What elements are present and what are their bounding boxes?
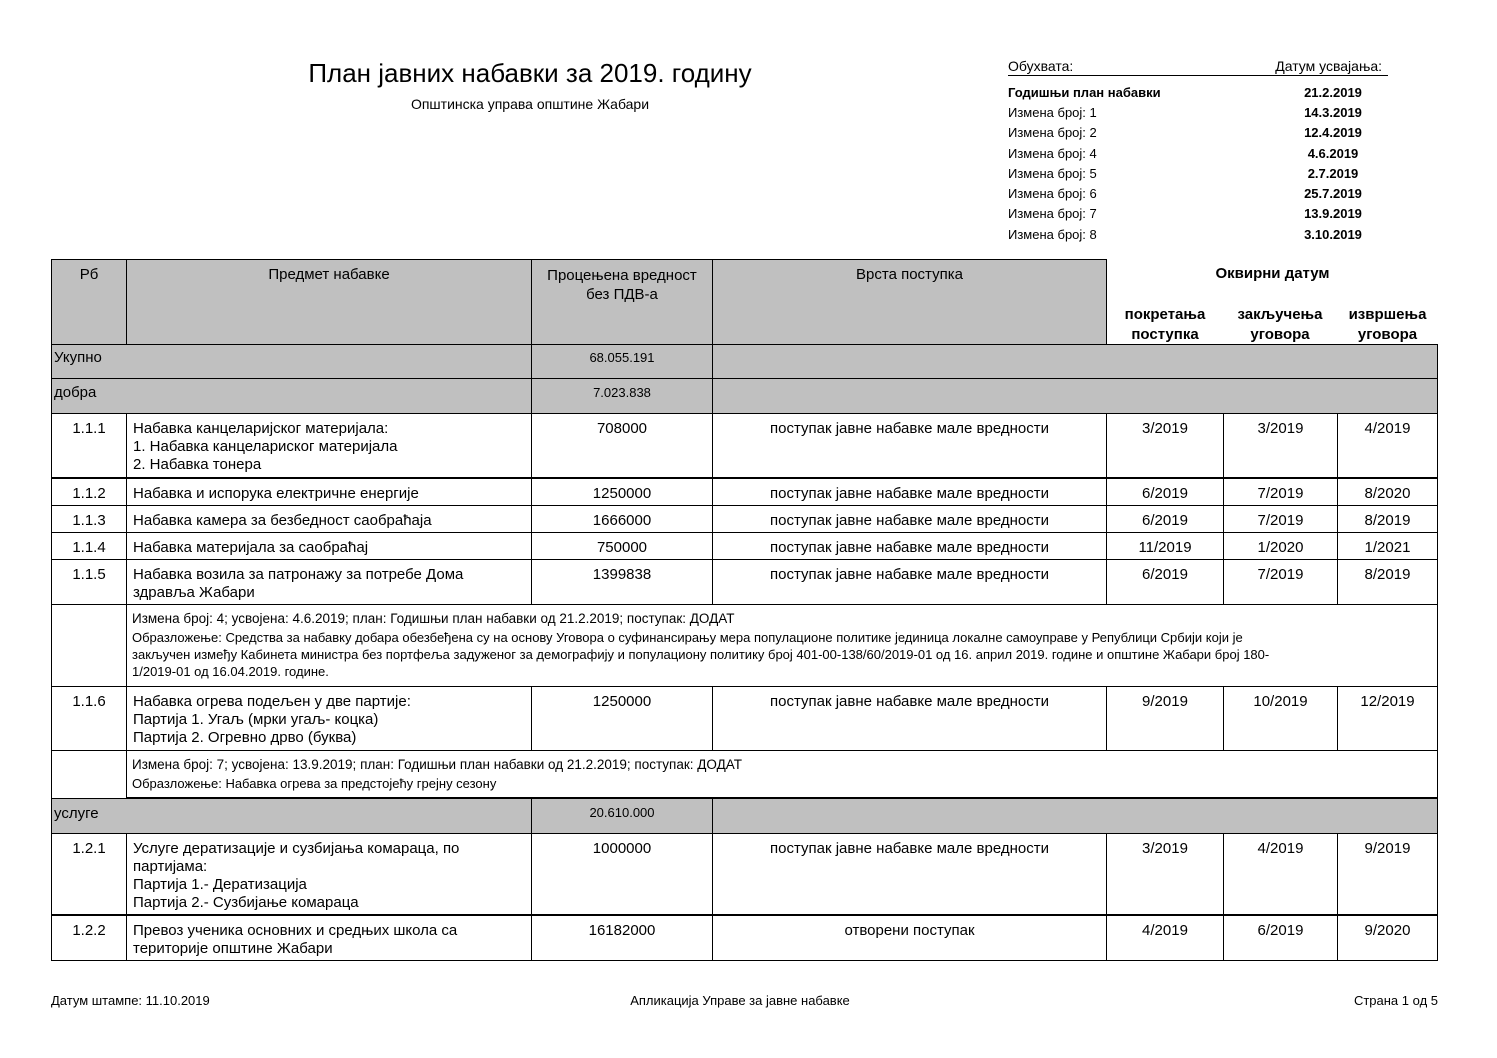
item-procedure: отворени поступак <box>712 915 1107 961</box>
amendment-note-line: Образложење: Средства за набавку добара обезбеђена су на основу Уговора о суфинансирању мера популационе политике јединица локалне самоуправе у Републици Србији који је <box>132 630 1243 645</box>
amendment-note-line: Образложење: Набавка огрева за предстојећу грејну сезону <box>132 776 497 791</box>
col-header-exec-l1: извршења <box>1348 306 1427 323</box>
item-contract: 1/2020 <box>1223 532 1338 560</box>
item-subject-line: територије општине Жабари <box>133 940 333 957</box>
item-subject-line: Партија 2. Огревно дрво (буква) <box>133 729 357 746</box>
item-contract: 3/2019 <box>1223 413 1338 478</box>
item-subject-line: Партија 1.- Дератизација <box>133 876 307 893</box>
item-rb: 1.1.6 <box>51 686 127 751</box>
amendment-note-head: Измена број: 4; усвојена: 4.6.2019; план: Годишњи план набавки од 21.2.2019; поступак: ДОДАТ <box>132 611 735 626</box>
item-procedure: поступак јавне набавке мале вредности <box>712 686 1107 751</box>
item-contract: 6/2019 <box>1223 915 1338 961</box>
col-header-framework: Оквирни датум <box>1215 265 1330 282</box>
item-subject-line: Набавка канцеларијског материјала: <box>133 420 389 437</box>
revision-row: Измена број: 6 25.7.2019 <box>1008 186 1362 202</box>
item-rb: 1.2.1 <box>51 833 127 915</box>
item-subject-line: Набавка возила за патронажу за потребе Дома <box>133 566 464 583</box>
item-subject-line: Набавка и испорука електричне енергије <box>133 485 419 502</box>
col-header-contract-l1: закључења <box>1237 306 1323 323</box>
total-label: Укупно <box>51 344 532 379</box>
page-title: План јавних набавки за 2019. годину <box>308 58 752 88</box>
col-header-start-l2: поступка <box>1131 326 1199 343</box>
revisions-panel <box>1008 58 1388 244</box>
item-subject-line: партијама: <box>133 858 208 875</box>
item-value: 708000 <box>531 413 713 478</box>
item-contract: 4/2019 <box>1223 833 1338 915</box>
item-subject-line: Превоз ученика основних и средњих школа са <box>133 922 458 939</box>
revision-row: Измена број: 2 12.4.2019 <box>1008 125 1362 141</box>
item-subject-line: Набавка огрева подељен у две партије: <box>133 693 411 710</box>
item-subject <box>126 413 532 478</box>
item-start: 6/2019 <box>1106 478 1224 506</box>
revisions-header <box>1008 58 1388 76</box>
item-subject-line: Набавка материјала за саобраћај <box>133 539 369 556</box>
item-subject-line: Услуге дератизације и сузбијања комараца, по <box>133 840 460 857</box>
item-subject <box>126 686 532 751</box>
item-subject-line: здравља Жабари <box>133 584 255 601</box>
item-value: 1250000 <box>531 686 713 751</box>
item-procedure: поступак јавне набавке мале вредности <box>712 413 1107 478</box>
note-spacer <box>51 604 127 687</box>
amendment-note-head: Измена број: 7; усвојена: 13.9.2019; план: Годишњи план набавки од 21.2.2019; поступак: ДОДАТ <box>132 757 742 772</box>
item-procedure: поступак јавне набавке мале вредности <box>712 532 1107 560</box>
item-subject-line: 1. Набавка канцелариског материјала <box>133 438 398 455</box>
item-rb: 1.1.5 <box>51 559 127 605</box>
col-header-contract-l2: уговора <box>1250 326 1310 343</box>
item-value: 16182000 <box>531 915 713 961</box>
item-subject-line: Партија 2.- Сузбијање комараца <box>133 894 359 911</box>
col-header-rb: Рб <box>51 259 127 345</box>
item-contract: 7/2019 <box>1223 559 1338 605</box>
col-header-value-l1: Процењена вредност <box>547 267 697 284</box>
item-exec: 8/2019 <box>1337 559 1438 605</box>
col-header-exec-l2: уговора <box>1357 326 1418 343</box>
item-exec: 8/2020 <box>1337 478 1438 506</box>
revision-row: Измена број: 7 13.9.2019 <box>1008 206 1362 222</box>
amendment-note <box>126 750 1438 798</box>
item-subject <box>126 532 532 560</box>
goods-value: 7.023.838 <box>531 378 713 414</box>
item-subject-line: 2. Набавка тонера <box>133 456 262 473</box>
revisions-col-scope: Обухвата: <box>1008 58 1074 74</box>
item-value: 1399838 <box>531 559 713 605</box>
item-subject <box>126 478 532 506</box>
item-value: 1250000 <box>531 478 713 506</box>
revision-row: Измена број: 4 4.6.2019 <box>1008 145 1359 161</box>
page-subtitle: Општинска управа општине Жабари <box>410 96 650 112</box>
revision-row: Измена број: 8 3.10.2019 <box>1008 226 1362 242</box>
col-header-start <box>1107 305 1223 345</box>
footer-page: Страна 1 од 5 <box>1353 993 1438 1008</box>
item-exec: 9/2019 <box>1337 833 1438 915</box>
item-value: 1666000 <box>531 505 713 533</box>
col-header-value <box>531 259 713 345</box>
item-start: 11/2019 <box>1106 532 1224 560</box>
total-filler <box>712 344 1438 379</box>
item-rb: 1.2.2 <box>51 915 127 961</box>
col-header-value-l2: без ПДВ-а <box>586 286 658 303</box>
services-filler <box>712 798 1438 834</box>
item-exec: 4/2019 <box>1337 413 1438 478</box>
item-start: 4/2019 <box>1106 915 1224 961</box>
item-start: 6/2019 <box>1106 559 1224 605</box>
item-exec: 8/2019 <box>1337 505 1438 533</box>
services-value: 20.610.000 <box>531 798 713 834</box>
total-value: 68.055.191 <box>531 344 713 379</box>
col-header-start-l1: покретања <box>1124 306 1206 323</box>
item-contract: 7/2019 <box>1223 478 1338 506</box>
goods-label: добра <box>51 378 532 414</box>
col-header-procedure: Врста поступка <box>712 259 1107 345</box>
amendment-note-line: закључен између Кабинета министра без портфеља задуженог за демографију и популациону политику број 401-00-138/60/2019-01 од 16. април 2019. године и општине Жабари број 180- <box>132 647 1270 662</box>
item-rb: 1.1.2 <box>51 478 127 506</box>
item-start: 9/2019 <box>1106 686 1224 751</box>
item-value: 1000000 <box>531 833 713 915</box>
amendment-note-line: 1/2019-01 од 16.04.2019. године. <box>132 664 329 679</box>
services-label: услуге <box>51 798 532 834</box>
footer-app: Апликација Управе за јавне набавке <box>630 993 850 1008</box>
item-procedure: поступак јавне набавке мале вредности <box>712 559 1107 605</box>
revision-row: Годишњи план набавки 21.2.2019 <box>1008 84 1362 100</box>
item-procedure: поступак јавне набавке мале вредности <box>712 833 1107 915</box>
item-subject <box>126 559 532 605</box>
item-subject <box>126 833 532 915</box>
item-exec: 9/2020 <box>1337 915 1438 961</box>
item-subject <box>126 915 532 961</box>
item-rb: 1.1.4 <box>51 532 127 560</box>
item-subject <box>126 505 532 533</box>
item-rb: 1.1.3 <box>51 505 127 533</box>
revision-row: Измена број: 1 14.3.2019 <box>1008 104 1362 120</box>
amendment-note <box>126 604 1438 687</box>
col-header-exec <box>1337 305 1438 345</box>
item-start: 3/2019 <box>1106 413 1224 478</box>
item-procedure: поступак јавне набавке мале вредности <box>712 505 1107 533</box>
item-exec: 1/2021 <box>1337 532 1438 560</box>
item-start: 6/2019 <box>1106 505 1224 533</box>
item-start: 3/2019 <box>1106 833 1224 915</box>
item-exec: 12/2019 <box>1337 686 1438 751</box>
col-header-contract <box>1223 305 1337 345</box>
item-subject-line: Партија 1. Угаљ (мрки угаљ- коцка) <box>133 711 379 728</box>
item-rb: 1.1.1 <box>51 413 127 478</box>
item-contract: 10/2019 <box>1223 686 1338 751</box>
item-value: 750000 <box>531 532 713 560</box>
revision-row: Измена број: 5 2.7.2019 <box>1008 165 1359 181</box>
note-spacer <box>51 750 127 798</box>
goods-filler <box>712 378 1438 414</box>
item-contract: 7/2019 <box>1223 505 1338 533</box>
item-procedure: поступак јавне набавке мале вредности <box>712 478 1107 506</box>
col-header-subject: Предмет набавке <box>126 259 532 345</box>
item-subject-line: Набавка камера за безбедност саобраћаја <box>133 512 432 529</box>
footer-print-date: Датум штампе: 11.10.2019 <box>51 993 210 1008</box>
revisions-col-date: Датум усвајања: <box>1275 58 1382 74</box>
